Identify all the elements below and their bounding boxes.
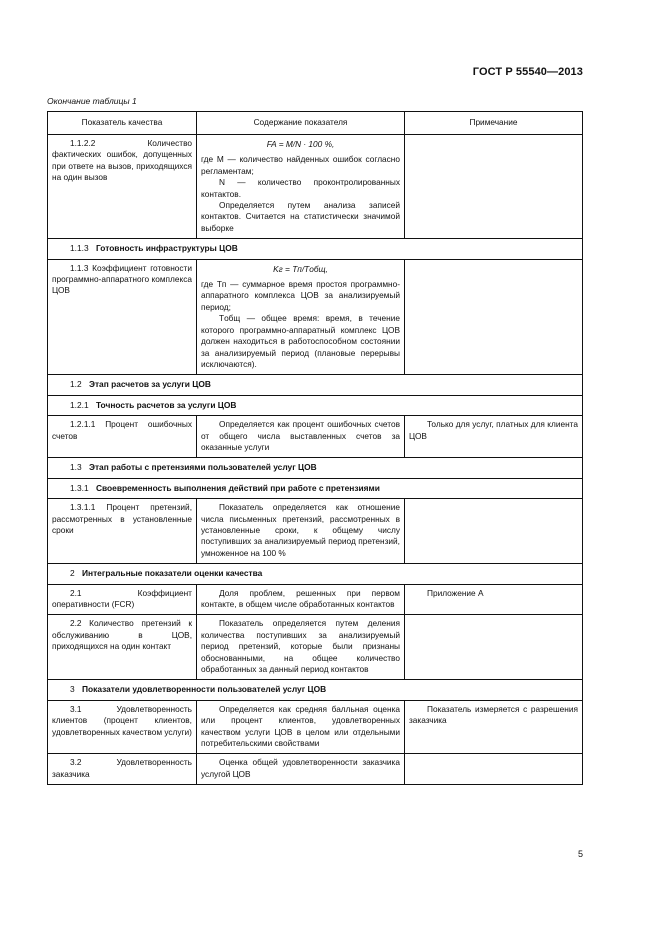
section-number: 1.2	[70, 379, 82, 390]
section-number: 2	[70, 568, 75, 579]
content-line: где Tп — суммарное время простоя программно-аппаратного комплекса ЦОВ за анализируемый период;	[201, 279, 400, 312]
indicator-cell: 1.1.2.2 Количество фактических ошибок, допущенных при ответе на вызов, приходящихся на один вызов	[48, 135, 197, 239]
content-cell: Показатель определяется как отношение числа письменных претензий, рассмотренных в установленные сроки, к общему числу поступивших за анализируемый период претензий, умноженное на 100 %	[197, 499, 405, 564]
table-row	[48, 259, 583, 375]
table-row	[48, 700, 583, 754]
section-row	[48, 395, 583, 415]
section-heading	[48, 375, 583, 395]
section-title: Показатели удовлетворенности пользователей услуг ЦОВ	[82, 684, 327, 695]
page-number: 5	[577, 849, 583, 859]
section-title: Этап расчетов за услуги ЦОВ	[88, 379, 211, 390]
indicator-cell: 2.2 Количество претензий к обслуживанию в ЦОВ, приходящихся на один контакт	[48, 615, 197, 680]
section-heading	[48, 680, 583, 700]
table-row	[48, 416, 583, 458]
document-code: ГОСТ Р 55540—2013	[472, 66, 583, 78]
table-caption: Окончание таблицы 1	[47, 96, 137, 106]
section-heading	[48, 564, 583, 584]
section-title: Этап работы с претензиями пользователей услуг ЦОВ	[88, 462, 317, 473]
column-header-content: Содержание показателя	[197, 112, 405, 135]
content-cell: Показатель определяется путем деления количества поступивших за анализируемый период претензий, которые были признаны обоснованными, на общее количество обработанных за данный период контактов	[197, 615, 405, 680]
table-header-row	[48, 112, 583, 135]
section-title: Интегральные показатели оценки качества	[82, 568, 263, 579]
section-row	[48, 564, 583, 584]
section-row	[48, 458, 583, 478]
content-cell: Оценка общей удовлетворенности заказчика услугой ЦОВ	[197, 754, 405, 785]
section-row	[48, 375, 583, 395]
note-cell	[405, 259, 583, 375]
content-line: Определяется путем анализа записей контактов. Считается на статистически значимой выборке	[201, 200, 400, 233]
section-number: 1.3.1	[70, 482, 89, 493]
content-line: где M — количество найденных ошибок согласно регламентам;	[201, 154, 400, 176]
section-row	[48, 680, 583, 700]
content-cell	[197, 259, 405, 375]
section-heading	[48, 395, 583, 415]
note-cell	[405, 135, 583, 239]
section-row	[48, 239, 583, 259]
note-cell	[405, 754, 583, 785]
section-number: 1.1.3	[70, 243, 89, 254]
table-row	[48, 499, 583, 564]
content-cell: Определяется как процент ошибочных счетов от общего числа выставленных счетов за оказанные услуги	[197, 416, 405, 458]
note-cell	[405, 615, 583, 680]
column-header-indicator: Показатель качества	[48, 112, 197, 135]
note-cell: Только для услуг, платных для клиента ЦОВ	[405, 416, 583, 458]
content-cell: Определяется как средняя балльная оценка или процент клиентов, удовлетворенных качеством услуги ЦОВ в целом или отдельными потребительскими свойствами	[197, 700, 405, 754]
indicator-cell: 3.2 Удовлетворенность заказчика	[48, 754, 197, 785]
note-cell: Приложение А	[405, 584, 583, 615]
section-title: Готовность инфраструктуры ЦОВ	[95, 243, 238, 254]
section-heading	[48, 478, 583, 498]
content-line: N — количество проконтролированных контактов.	[201, 177, 400, 199]
table-row	[48, 135, 583, 239]
content-cell	[197, 135, 405, 239]
section-heading	[48, 458, 583, 478]
section-title: Своевременность выполнения действий при работе с претензиями	[95, 482, 380, 493]
formula: FA = M/N · 100 %,	[266, 139, 335, 149]
table-row	[48, 615, 583, 680]
section-number: 1.3	[70, 462, 82, 473]
section-heading	[48, 239, 583, 259]
note-cell: Показатель измеряется с разрешения заказчика	[405, 700, 583, 754]
quality-indicators-table	[47, 111, 583, 785]
section-number: 3	[70, 684, 75, 695]
formula: Kг = Tп/Tобщ,	[273, 263, 328, 274]
table-row	[48, 584, 583, 615]
content-line: Tобщ — общее время: время, в течение которого программно-аппаратный комплекс ЦОВ должен находиться в работоспособном состоянии за анализируемый период (плановые перерывы исключаются).	[201, 313, 400, 369]
indicator-cell: 3.1 Удовлетворенность клиентов (процент клиентов, удовлетворенных качеством услуги)	[48, 700, 197, 754]
section-title: Точность расчетов за услуги ЦОВ	[95, 399, 237, 410]
indicator-cell: 1.1.3 Коэффициент готовности программно-аппаратного комплекса ЦОВ	[48, 259, 197, 375]
content-cell: Доля проблем, решенных при первом контакте, в общем числе обработанных контактов	[197, 584, 405, 615]
indicator-cell: 1.2.1.1 Процент ошибочных счетов	[48, 416, 197, 458]
column-header-note: Примечание	[405, 112, 583, 135]
indicator-cell: 1.3.1.1 Процент претензий, рассмотренных в установленные сроки	[48, 499, 197, 564]
section-row	[48, 478, 583, 498]
section-number: 1.2.1	[70, 399, 89, 410]
indicator-cell: 2.1 Коэффициент оперативности (FCR)	[48, 584, 197, 615]
note-cell	[405, 499, 583, 564]
table-row	[48, 754, 583, 785]
